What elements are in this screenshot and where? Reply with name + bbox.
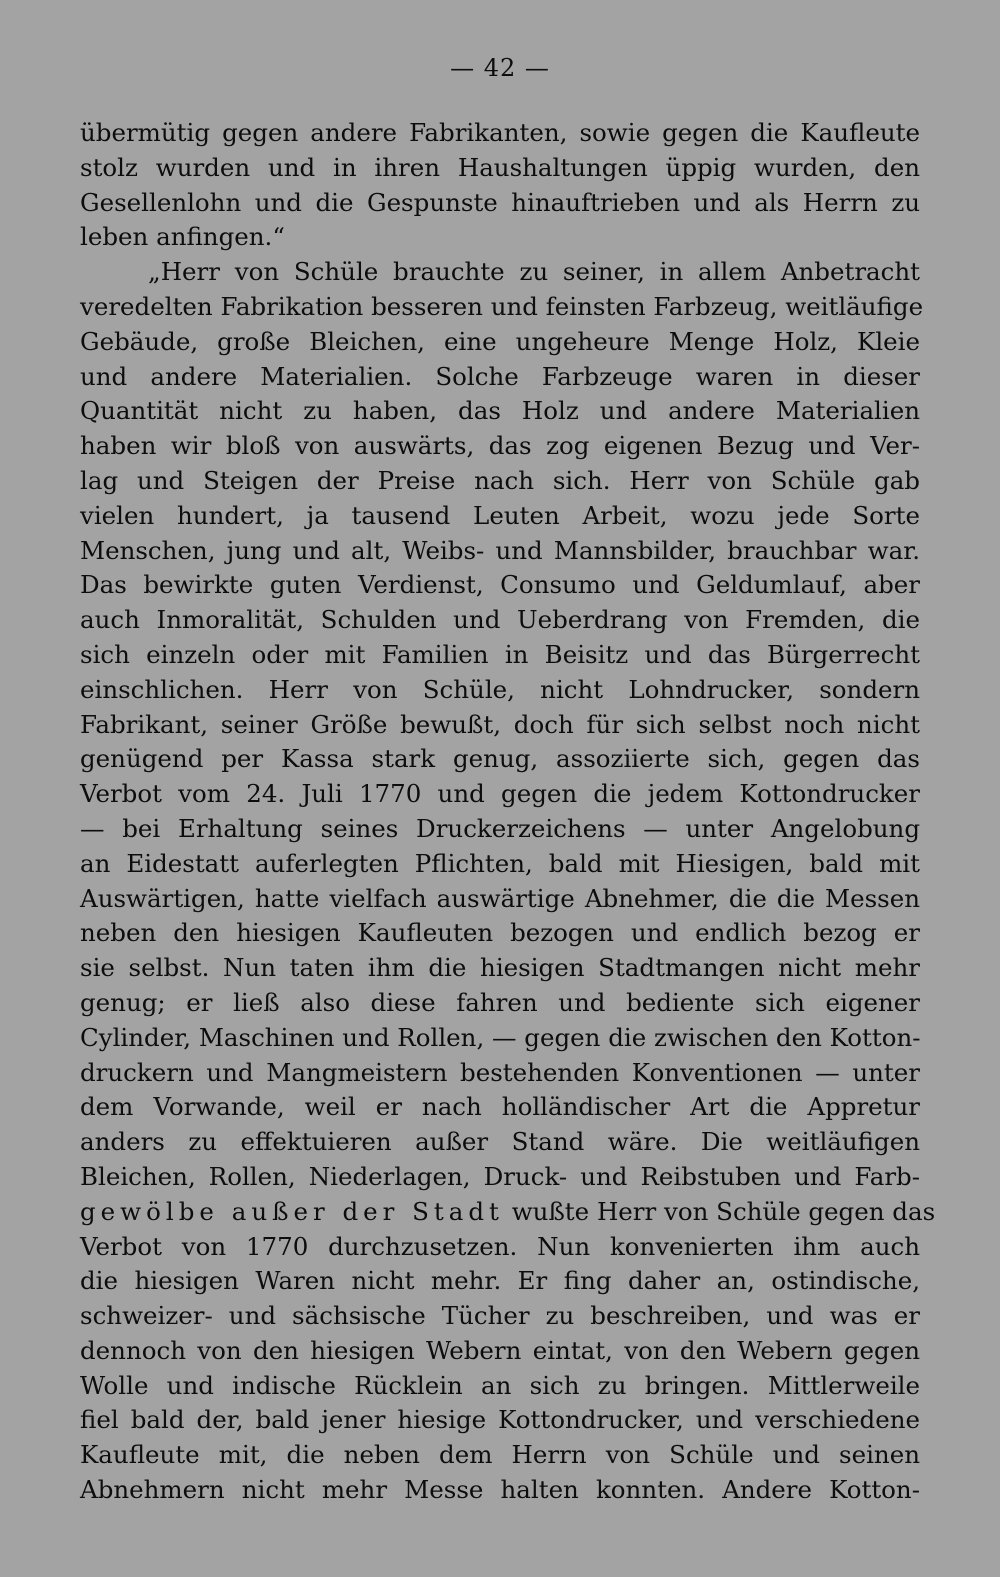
text-line: haben wir bloß von auswärts, das zog eigenen Bezug und Ver-	[80, 431, 920, 461]
text-line: Bleichen, Rollen, Niederlagen, Druck- und Reibstuben und Farb-	[80, 1161, 920, 1191]
text-line: an Eidestatt auferlegten Pflichten, bald mit Hiesigen, bald mit	[80, 848, 920, 878]
text-line: stolz wurden und in ihren Haushaltungen üppig wurden, den	[80, 152, 920, 182]
text-line-spaced	[80, 1195, 936, 1230]
text-line: einschlichen. Herr von Schüle, nicht Lohndrucker, sondern	[80, 674, 920, 704]
text-line: anders zu effektuieren außer Stand wäre. Die weitläufigen	[80, 1127, 920, 1157]
text-line: lag und Steigen der Preise nach sich. Herr von Schüle gab	[80, 465, 920, 495]
body-text	[80, 116, 936, 1508]
text-span: wußte Herr von Schüle gegen das	[503, 1196, 936, 1226]
text-line: dem Vorwande, weil er nach holländischer Art die Appretur	[80, 1092, 920, 1122]
page-number: — 42 —	[450, 54, 550, 82]
text-line: Gesellenlohn und die Gespunste hinauftrieben und als Herrn zu	[80, 187, 920, 217]
text-line: Das bewirkte guten Verdienst, Consumo und Geldumlauf, aber	[80, 570, 920, 600]
text-line: Abnehmern nicht mehr Messe halten konnten. Andere Kotton-	[80, 1475, 920, 1505]
text-line: Verbot von 1770 durchzusetzen. Nun konvenierten ihm auch	[80, 1231, 920, 1261]
text-line: auch Inmoralität, Schulden und Ueberdrang von Fremden, die	[80, 605, 920, 635]
text-line: „Herr von Schüle brauchte zu seiner, in allem Anbetracht	[148, 257, 920, 287]
text-line: druckern und Mangmeistern bestehenden Konventionen — unter	[80, 1057, 920, 1087]
text-line: Cylinder, Maschinen und Rollen, — gegen die zwischen den Kotton-	[80, 1022, 921, 1052]
text-line: Gebäude, große Bleichen, eine ungeheure Menge Holz, Kleie	[80, 326, 920, 356]
text-line: vielen hundert, ja tausend Leuten Arbeit, wozu jede Sorte	[80, 500, 920, 530]
text-line: genug; er ließ also diese fahren und bediente sich eigener	[80, 987, 920, 1017]
text-line: die hiesigen Waren nicht mehr. Er fing daher an, ostindische,	[80, 1266, 920, 1296]
text-line: und andere Materialien. Solche Farbzeuge waren in dieser	[80, 361, 920, 391]
text-line: neben den hiesigen Kaufleuten bezogen und endlich bezog er	[80, 918, 920, 948]
spaced-emphasis-text: gewölbe außer der Stadt	[80, 1196, 504, 1226]
text-line: Wolle und indische Rücklein an sich zu bringen. Mittlerweile	[80, 1370, 920, 1400]
text-line: Quantität nicht zu haben, das Holz und andere Materialien	[80, 396, 920, 426]
text-line: Menschen, jung und alt, Weibs- und Mannsbilder, brauchbar war.	[80, 535, 920, 565]
text-line: Kaufleute mit, die neben dem Herrn von Schüle und seinen	[80, 1440, 920, 1470]
text-line: veredelten Fabrikation besseren und feinsten Farbzeug, weitläufige	[80, 291, 924, 321]
text-line: Auswärtigen, hatte vielfach auswärtige Abnehmer, die die Messen	[80, 883, 920, 913]
text-line: — bei Erhaltung seines Druckerzeichens — unter Angelobung	[80, 813, 920, 843]
text-line: schweizer- und sächsische Tücher zu beschreiben, und was er	[80, 1301, 920, 1331]
text-line: fiel bald der, bald jener hiesige Kottondrucker, und verschiedene	[80, 1405, 920, 1435]
text-line: Fabrikant, seiner Größe bewußt, doch für sich selbst noch nicht	[80, 709, 920, 739]
text-line: übermütig gegen andere Fabrikanten, sowie gegen die Kaufleute	[80, 118, 920, 147]
text-line: genügend per Kassa stark genug, assoziierte sich, gegen das	[80, 744, 920, 774]
text-line: sich einzeln oder mit Familien in Beisitz und das Bürgerrecht	[80, 639, 920, 669]
text-line: leben anfingen.“	[80, 222, 285, 252]
text-line: sie selbst. Nun taten ihm die hiesigen Stadtmangen nicht mehr	[80, 953, 920, 983]
text-line: dennoch von den hiesigen Webern eintat, von den Webern gegen	[80, 1335, 920, 1365]
text-line: Verbot vom 24. Juli 1770 und gegen die jedem Kottondrucker	[80, 779, 920, 809]
